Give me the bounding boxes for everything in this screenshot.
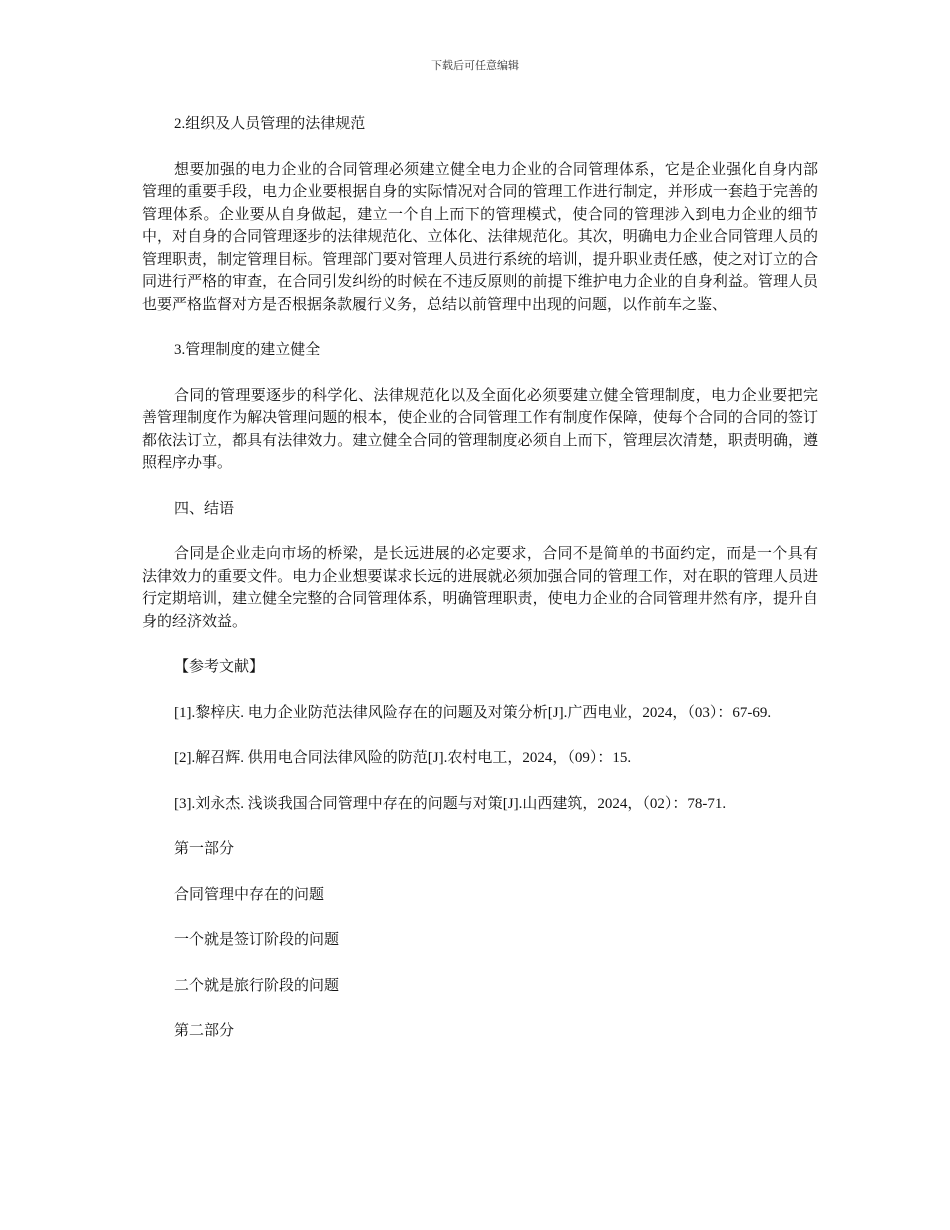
outline-item: 一个就是签订阶段的问题 [174,932,340,948]
reference-item: [1].黎梓庆. 电力企业防范法律风险存在的问题及对策分析[J].广西电业，2024，（03）：67-69. [174,704,772,721]
body-paragraph: 合同的管理要逐步的科学化、法律规范化以及全面化必须要建立健全管理制度，电力企业要把完善管理制度作为解决管理问题的根本，使企业的合同管理工作有制度作保障，使每个合同的合同的签订都依法订立，都具有法律效力。建立健全合同的管理制度必须自上而下，管理层次清楚，职责明确，遵照程序办事。 [142,387,818,471]
reference-item: [2].解召辉. 供用电合同法律风险的防范[J].农村电工，2024，（09）：15. [174,750,632,766]
body-paragraph: 合同是企业走向市场的桥梁，是长远进展的必定要求，合同不是简单的书面约定，而是一个具有法律效力的重要文件。电力企业想要谋求长远的进展就必须加强合同的管理工作，对在职的管理人员进行定期培训，建立健全完整的合同管理体系，明确管理职责，使电力企业的合同管理井然有序，提升自身的经济效益。 [142,546,818,630]
outline-heading: 第一部分 [174,841,235,857]
references-heading: 【参考文献】 [174,659,265,675]
section-heading: 3.管理制度的建立健全 [174,342,321,358]
page-header: 下载后可任意编辑 [431,60,519,72]
section-heading: 四、结语 [174,500,235,517]
outline-item: 合同管理中存在的问题 [174,886,325,903]
section-heading: 2.组织及人员管理的法律规范 [174,116,366,132]
body-paragraph: 想要加强的电力企业的合同管理必须建立健全电力企业的合同管理体系，它是企业强化自身内部管理的重要手段，电力企业要根据自身的实际情况对合同的管理工作进行制定，并形成一套趋于完善的管理体系。企业要从自身做起，建立一个自上而下的管理模式，使合同的管理涉入到电力企业的细节中，对自身的合同管理逐步的法律规范化、立体化、法律规范化。其次，明确电力企业合同管理人员的管理职责，制定管理目标。管理部门要对管理人员进行系统的培训，提升职业责任感，使之对订立的合同进行严格的审查，在合同引发纠纷的时候在不违反原则的前提下维护电力企业的自身利益。管理人员也要严格监督对方是否根据条款履行义务，总结以前管理中出现的问题，以作前车之鉴、 [142,161,818,313]
document-body [142,113,818,1066]
outline-heading: 第二部分 [174,1023,235,1039]
reference-item: [3].刘永杰. 浅谈我国合同管理中存在的问题与对策[J].山西建筑，2024，（02）：78-71. [174,795,727,812]
outline-item: 二个就是旅行阶段的问题 [174,977,340,994]
